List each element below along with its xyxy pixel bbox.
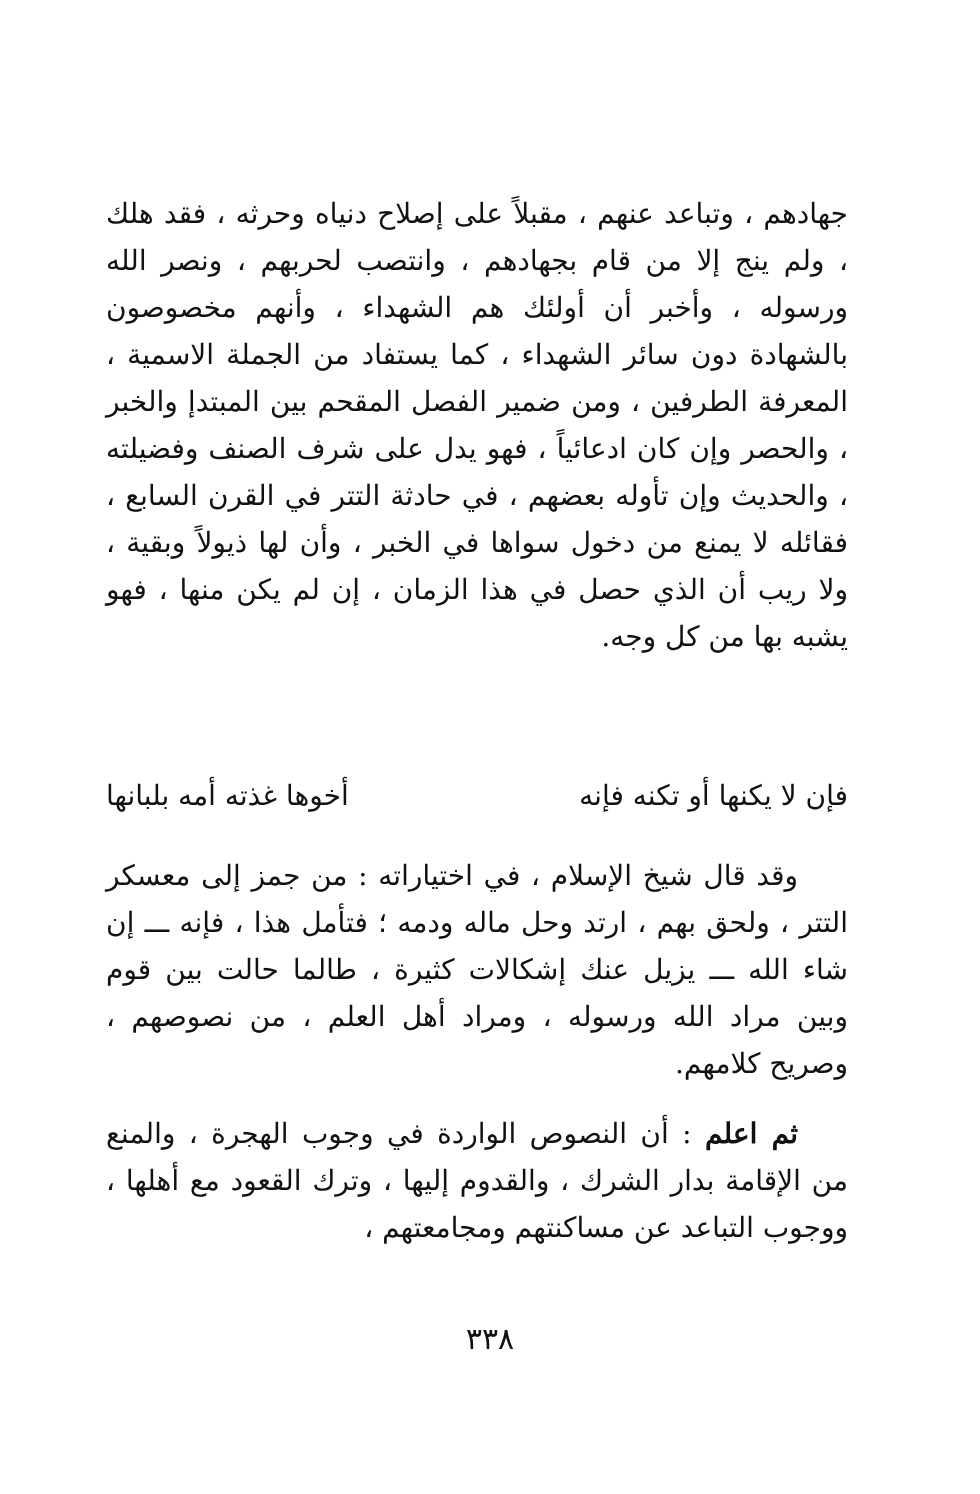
verse-second-hemistich: أخوها غذته أمه بلبانها (106, 779, 349, 812)
page-number: ٣٣٨ (465, 1322, 515, 1357)
paragraph-jihad-martyrs (106, 190, 848, 660)
paragraph-text: جهادهم ، وتباعد عنهم ، مقبلاً على إصلاح دنياه وحرثه ، فقد هلك ، ولم ينج إلا من قام بجهادهم ، وانتصب لحربهم ، ونصر الله ورسوله ، وأخبر أن أولئك هم الشهداء ، وأنهم مخصوصون بالشهادة دون سائر الشهداء ، كما يستفاد من الجملة الاسمية ، المعرفة الطرفين ، ومن ضمير الفصل المقحم بين المبتدإ والخبر ، والحصر وإن كان ادعائياً ، فهو يدل على شرف الصنف وفضيلته ، والحديث وإن تأوله بعضهم ، في حادثة التتر في القرن السابع ، فقائله لا يمنع من دخول سواها في الخبر ، وأن لها ذيولاً وبقية ، ولا ريب أن الذي حصل في هذا الزمان ، إن لم يكن منها ، فهو يشبه بها من كل وجه. (106, 197, 848, 653)
paragraph-text (106, 1110, 848, 1251)
poetry-verse (106, 772, 848, 819)
paragraph-sheikh-al-islam (106, 852, 848, 1087)
paragraph-hijra (106, 1110, 848, 1251)
paragraph-lead-word: ثم اعلم (704, 1117, 798, 1150)
paragraph-text: وقد قال شيخ الإسلام ، في اختياراته : من جمز إلى معسكر التتر ، ولحق بهم ، ارتد وحل ماله ودمه ؛ فتأمل هذا ، فإنه ـــ إن شاء الله ـــ يزيل عنك إشكالات كثيرة ، طالما حالت بين قوم وبين مراد الله ورسوله ، ومراد أهل العلم ، من نصوصهم ، وصريح كلامهم. (106, 859, 849, 1080)
verse-first-hemistich: فإن لا يكنها أو تكنه فإنه (579, 779, 848, 812)
paragraph-body: : أن النصوص الواردة في وجوب الهجرة ، والمنع من الإقامة بدار الشرك ، والقدوم إليها ، وترك القعود مع أهلها ، ووجوب التباعد عن مساكنتهم ومجامعتهم ، (106, 1117, 848, 1244)
